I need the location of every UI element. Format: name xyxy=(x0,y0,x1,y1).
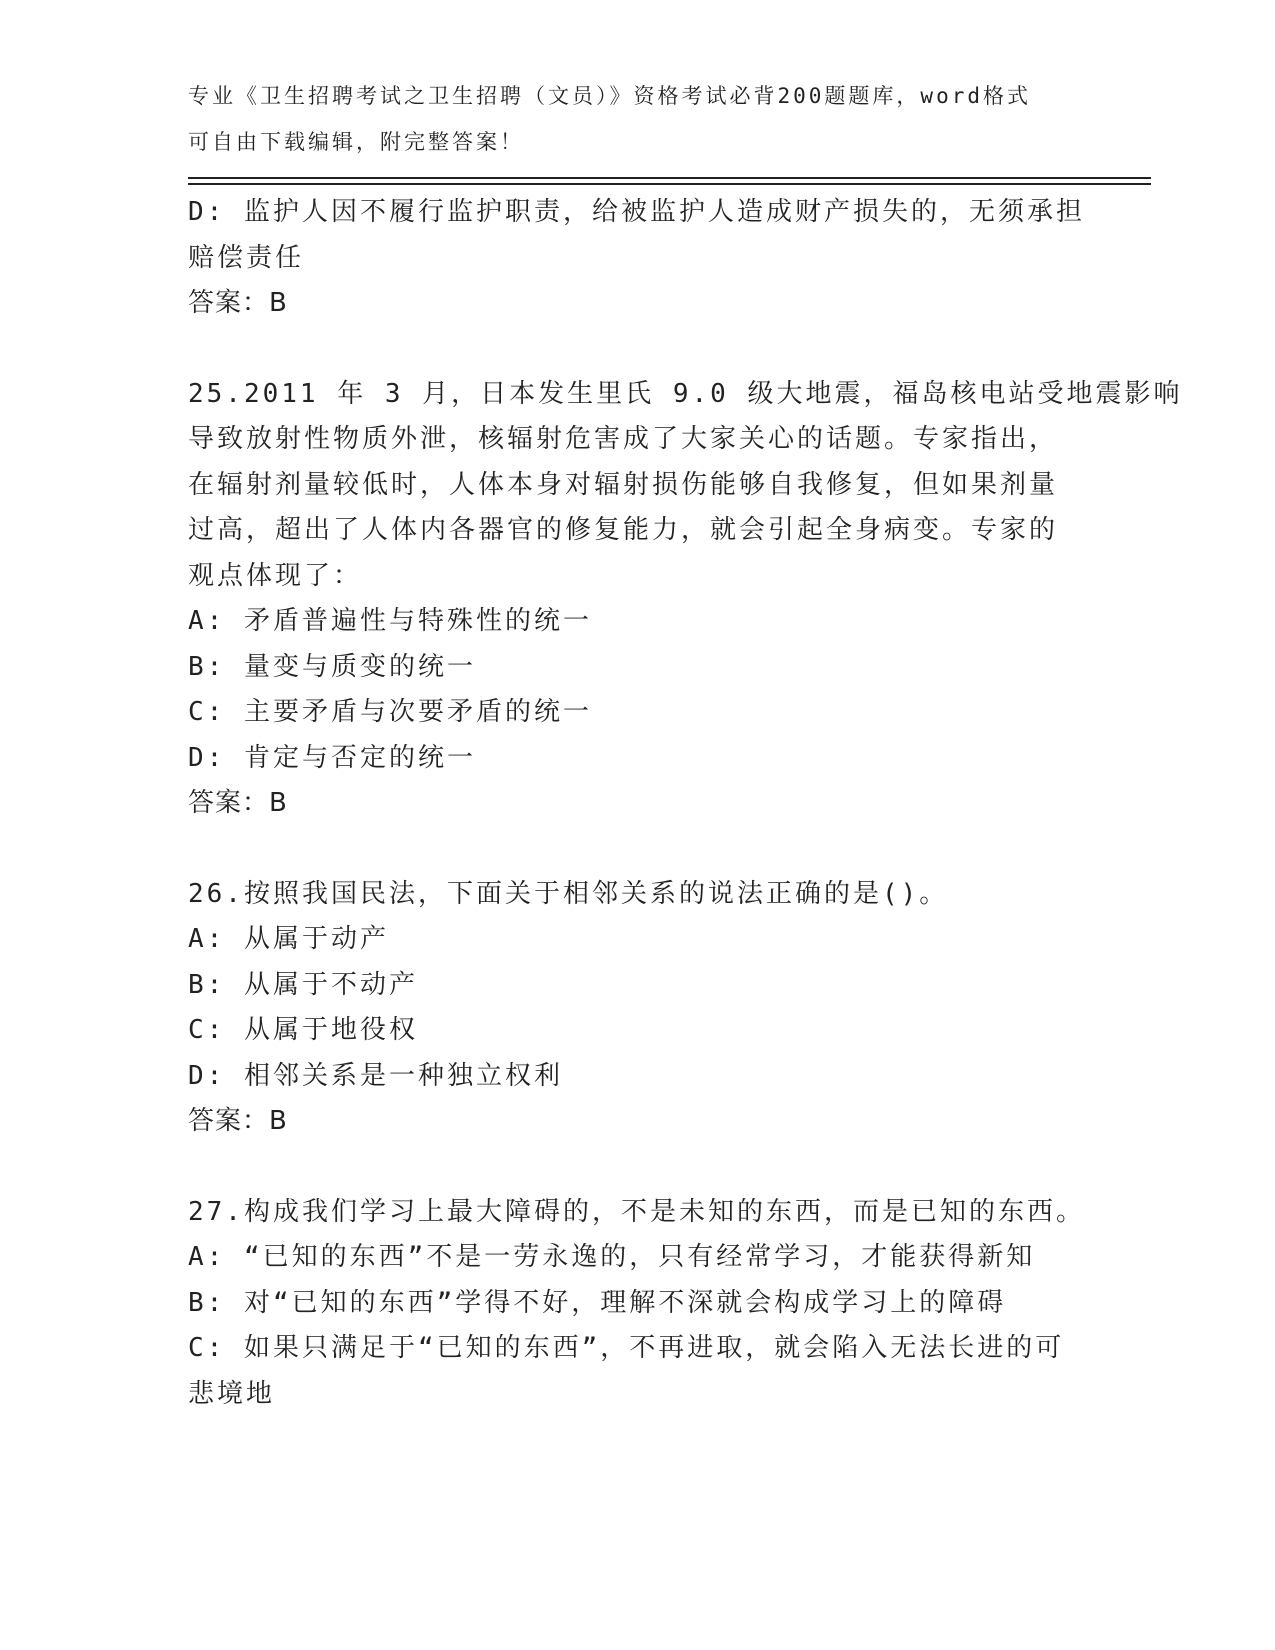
header-divider-bottom xyxy=(188,183,1151,185)
q26-option-d: D: 相邻关系是一种独立权利 xyxy=(188,1060,563,1091)
q27-option-c-line-1: C: 如果只满足于“已知的东西”，不再进取，就会陷入无法长进的可 xyxy=(188,1333,1065,1363)
spacer xyxy=(188,827,1088,872)
question-24-tail xyxy=(188,190,1088,327)
q24-answer: 答案：B xyxy=(188,288,288,318)
q26-option-c: C: 从属于地役权 xyxy=(188,1015,418,1045)
q26-stem: 26.按照我国民法，下面关于相邻关系的说法正确的是()。 xyxy=(188,878,949,909)
q25-stem-line-1: 25.2011 年 3 月，日本发生里氏 9.0 级大地震，福岛核电站受地震影响 xyxy=(188,378,1183,409)
q25-option-c: C: 主要矛盾与次要矛盾的统一 xyxy=(188,697,592,727)
q25-option-a: A: 矛盾普遍性与特殊性的统一 xyxy=(188,606,592,636)
spacer xyxy=(188,327,1088,372)
q27-stem: 27.构成我们学习上最大障碍的，不是未知的东西，而是已知的东西。 xyxy=(188,1196,1085,1227)
question-26 xyxy=(188,872,1088,1145)
q27-option-b: B: 对“已知的东西”学得不好，理解不深就会构成学习上的障碍 xyxy=(188,1287,1007,1318)
question-25 xyxy=(188,372,1183,827)
header-line-2: 可自由下载编辑，附完整答案！ xyxy=(188,129,524,154)
header-divider-top xyxy=(188,177,1151,179)
q27-option-c-line-2: 悲境地 xyxy=(188,1378,276,1409)
q24-option-d-line-1: D: 监护人因不履行监护职责，给被监护人造成财产损失的，无须承担 xyxy=(188,197,1085,227)
q25-stem-line-3: 在辐射剂量较低时，人体本身对辐射损伤能够自我修复，但如果剂量 xyxy=(188,469,1059,500)
page-header xyxy=(188,74,1088,165)
question-27 xyxy=(188,1190,1088,1418)
q25-stem-line-5: 观点体现了： xyxy=(188,560,363,591)
q26-answer: 答案：B xyxy=(188,1106,288,1136)
q26-option-a: A: 从属于动产 xyxy=(188,924,389,954)
q26-option-b: B: 从属于不动产 xyxy=(188,969,418,1000)
q25-option-b: B: 量变与质变的统一 xyxy=(188,651,476,682)
header-line-1: 专业《卫生招聘考试之卫生招聘（文员）》资格考试必背200题题库，word格式 xyxy=(188,84,1031,108)
q24-option-d-line-2: 赔偿责任 xyxy=(188,242,305,273)
spacer xyxy=(188,1145,1088,1190)
document-body xyxy=(188,190,1183,1417)
q25-option-d: D: 肯定与否定的统一 xyxy=(188,742,476,773)
q25-stem-line-2: 导致放射性物质外泄，核辐射危害成了大家关心的话题。专家指出， xyxy=(188,424,1059,454)
q27-option-a: A: “已知的东西”不是一劳永逸的，只有经常学习，才能获得新知 xyxy=(188,1242,1036,1272)
q25-stem-line-4: 过高，超出了人体内各器官的修复能力，就会引起全身病变。专家的 xyxy=(188,515,1059,545)
q25-answer: 答案：B xyxy=(188,788,288,818)
